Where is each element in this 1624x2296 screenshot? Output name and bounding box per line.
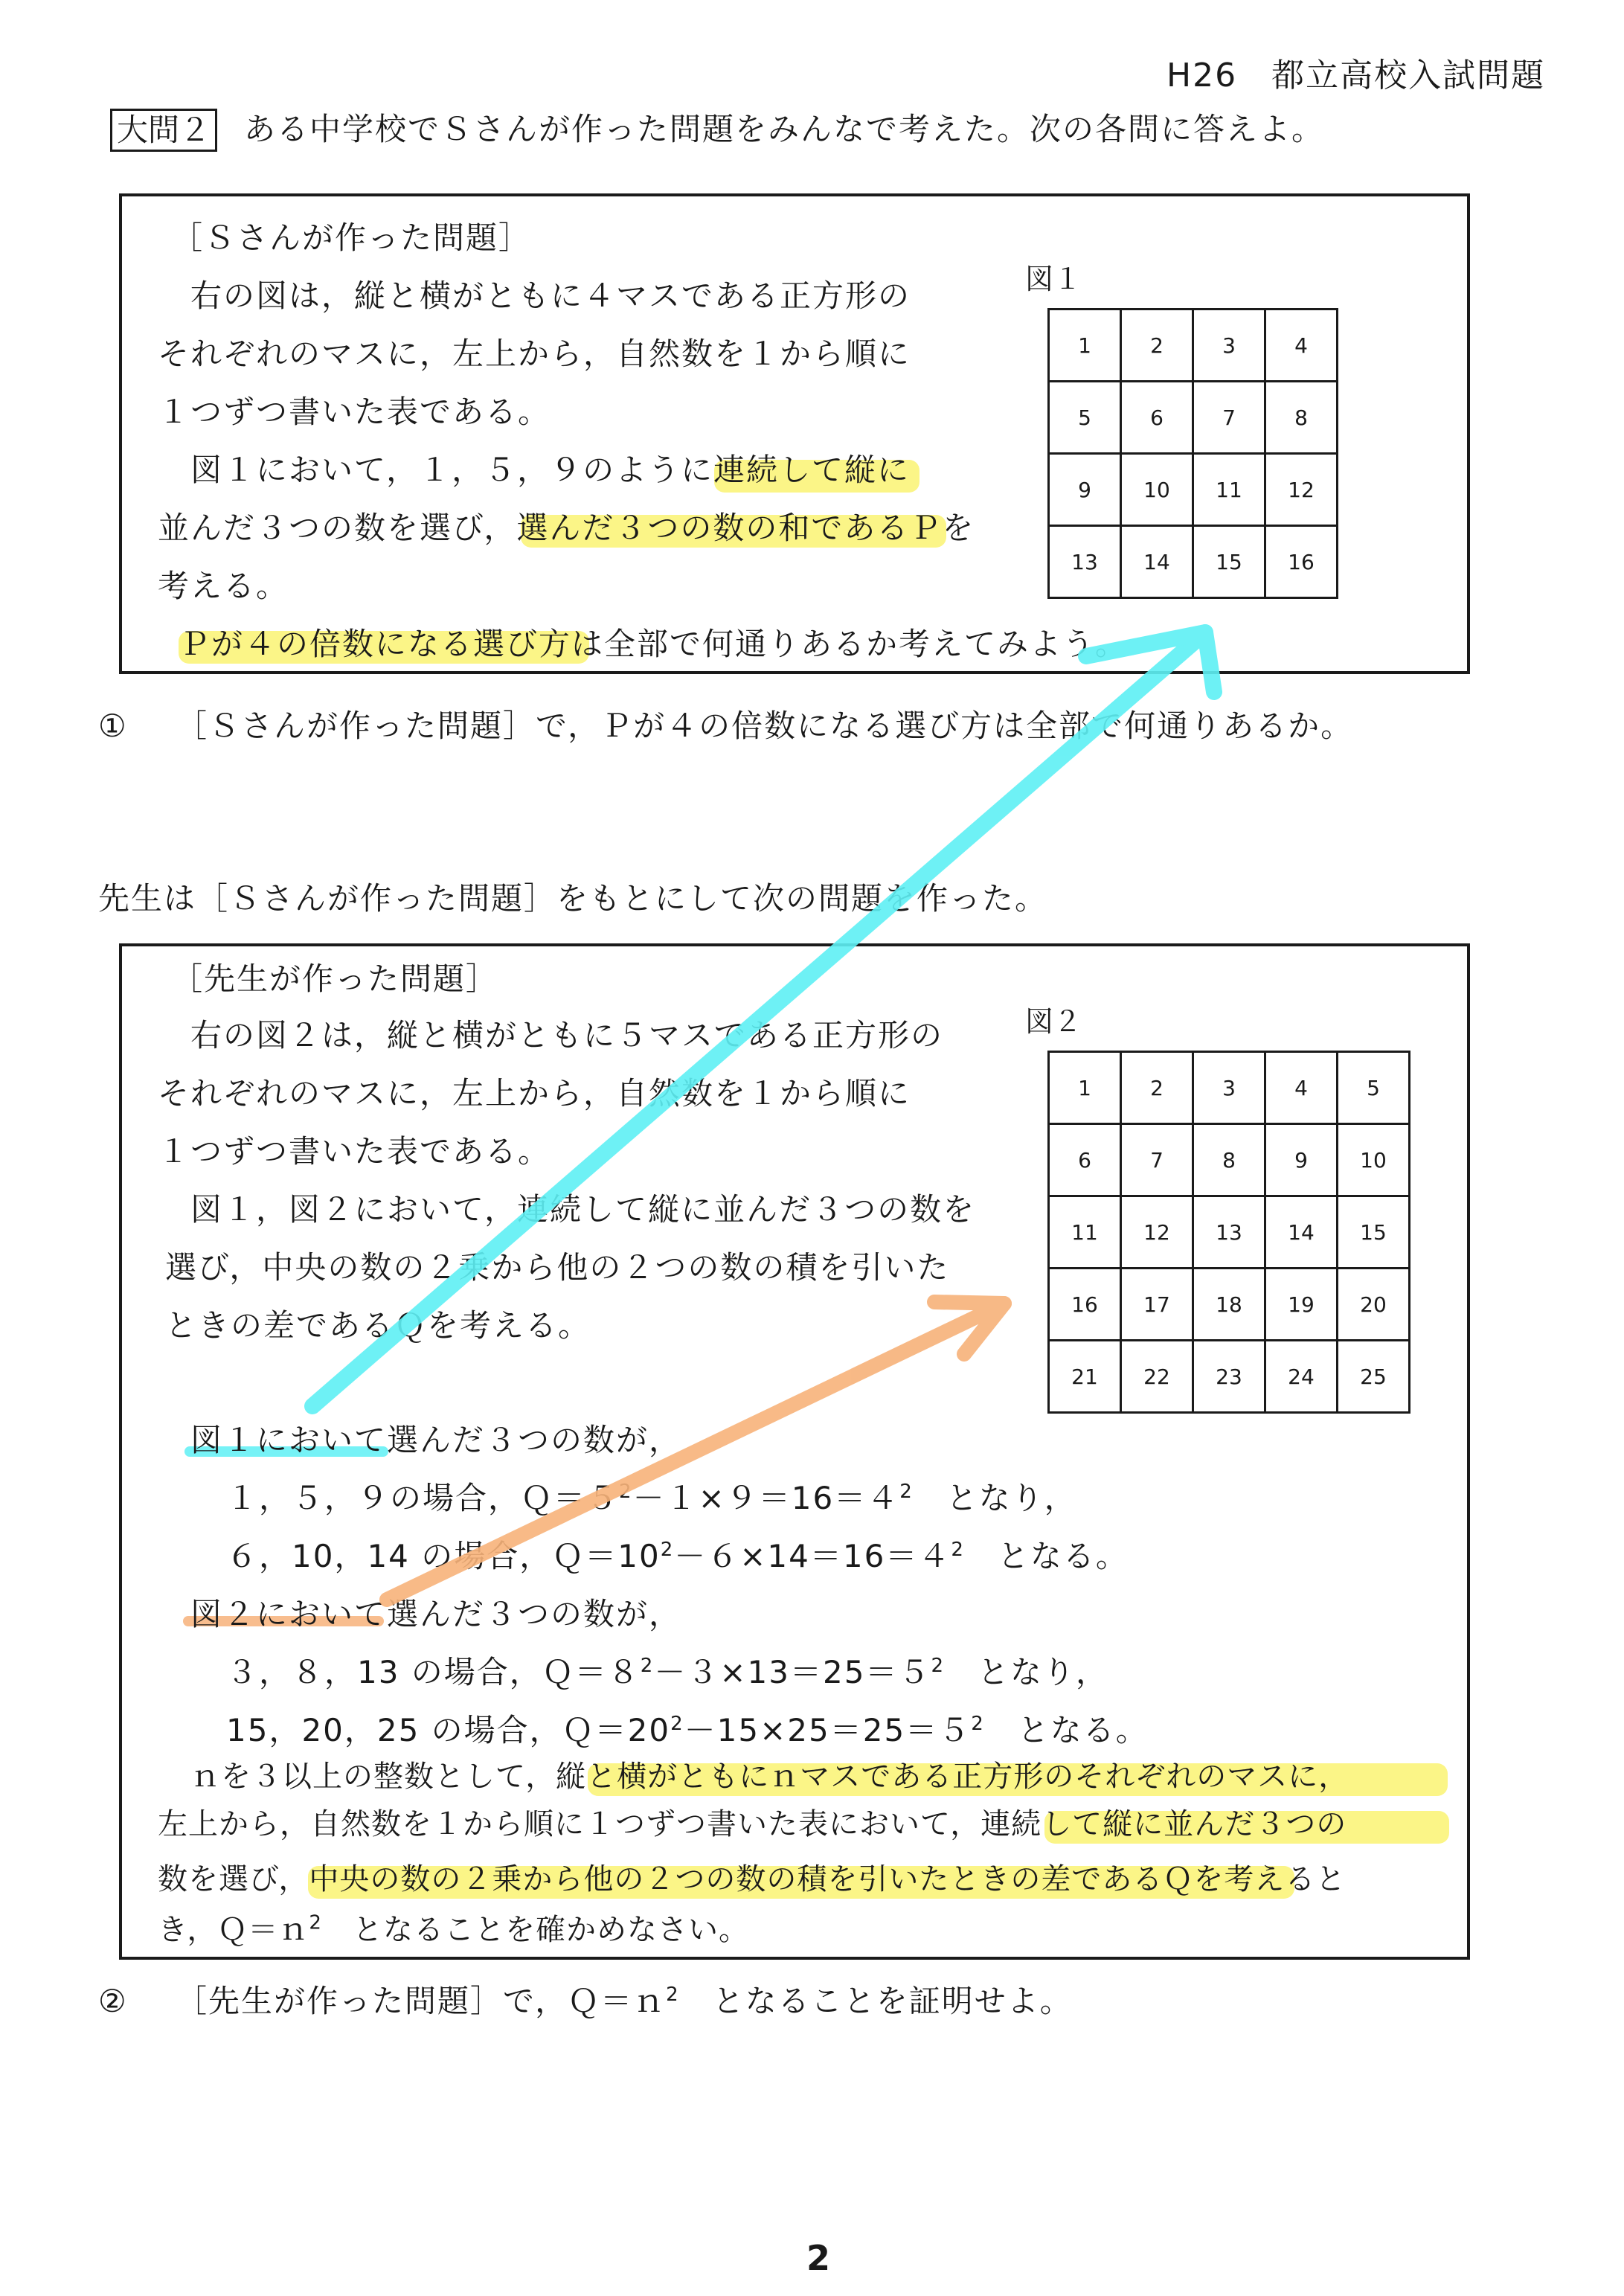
example-2: ６，10，14 の場合，$Q=10^2-6\times 14=16=4^2$ となる。 bbox=[226, 1538, 1129, 1574]
figure1-cell: 12 bbox=[1265, 454, 1338, 526]
box2-line-last: き，Ｑ＝ｎ$^2$ となることを確かめなさい。 bbox=[158, 1911, 749, 1947]
example-1: １，５，９の場合，$Q=5^2-1\times 9=16=4^2$ となり， bbox=[226, 1480, 1077, 1516]
box2-line: 数を選び，中央の数の２乗から他の２つの数の積を引いたときの差であるＱを考えると bbox=[158, 1862, 1347, 1896]
page-number: 2 bbox=[806, 2238, 831, 2278]
figure2-cell: 9 bbox=[1265, 1124, 1338, 1196]
figure2-cell: 22 bbox=[1121, 1341, 1193, 1413]
box2-title: ［先生が作った問題］ bbox=[171, 961, 499, 997]
figure1-row bbox=[1049, 526, 1338, 598]
figure1-cell: 1 bbox=[1049, 310, 1121, 382]
box2-line: 左上から，自然数を１から順に１つずつ書いた表において，連続して縦に並んだ３つの bbox=[158, 1807, 1347, 1841]
figure2-cell: 17 bbox=[1121, 1269, 1193, 1341]
figure1-grid bbox=[1047, 308, 1338, 599]
box1-line: それぞれのマスに，左上から，自然数を１から順に bbox=[158, 336, 911, 372]
q1-text: ［Ｓさんが作った問題］で，Ｐが４の倍数になる選び方は全部で何通りあるか。 bbox=[176, 708, 1354, 744]
figure1-cell: 7 bbox=[1193, 382, 1265, 454]
figure2-cell: 1 bbox=[1049, 1052, 1121, 1124]
example-4: 15，20，25 の場合，$Q=20^2-15\times 25=25=5^2$ となる。 bbox=[226, 1712, 1149, 1748]
figure2-cell: 19 bbox=[1265, 1269, 1338, 1341]
figure2-cell: 14 bbox=[1265, 1196, 1338, 1269]
figure2-cell: 3 bbox=[1193, 1052, 1265, 1124]
q1-number: ① bbox=[98, 708, 128, 744]
figure1-row bbox=[1049, 310, 1338, 382]
figure1-cell: 3 bbox=[1193, 310, 1265, 382]
box2-line: 図２において選んだ３つの数が， bbox=[190, 1596, 682, 1632]
figure2-cell: 25 bbox=[1338, 1341, 1410, 1413]
figure2-cell: 10 bbox=[1338, 1124, 1410, 1196]
box1-line: Ｐが４の倍数になる選び方は全部で何通りあるか考えてみよう。 bbox=[179, 626, 1129, 662]
q2-text: ［先生が作った問題］で，Ｑ＝ｎ$^2$ となることを証明せよ。 bbox=[176, 1983, 1073, 2019]
figure2-cell: 5 bbox=[1338, 1052, 1410, 1124]
teacher-intro: 先生は［Ｓさんが作った問題］をもとにして次の問題を作った。 bbox=[98, 880, 1048, 917]
figure2-row bbox=[1049, 1341, 1410, 1413]
figure1-cell: 10 bbox=[1121, 454, 1193, 526]
box1-line: 図１において，１，５，９のように連続して縦に bbox=[190, 452, 911, 488]
box2-line: 選び，中央の数の２乗から他の２つの数の積を引いた bbox=[165, 1249, 950, 1286]
figure2-cell: 16 bbox=[1049, 1269, 1121, 1341]
figure2-cell: 18 bbox=[1193, 1269, 1265, 1341]
box1-line: 右の図は，縦と横がともに４マスである正方形の bbox=[190, 278, 911, 314]
figure2-row bbox=[1049, 1269, 1410, 1341]
figure1-cell: 6 bbox=[1121, 382, 1193, 454]
figure2-cell: 4 bbox=[1265, 1052, 1338, 1124]
figure2-cell: 20 bbox=[1338, 1269, 1410, 1341]
figure2-cell: 2 bbox=[1121, 1052, 1193, 1124]
figure2-cell: 13 bbox=[1193, 1196, 1265, 1269]
question-tag: 大問２ bbox=[110, 109, 217, 152]
box1-title: ［Ｓさんが作った問題］ bbox=[171, 219, 532, 256]
figure2-row bbox=[1049, 1124, 1410, 1196]
figure2-cell: 23 bbox=[1193, 1341, 1265, 1413]
example-3: ３，８，13 の場合，$Q=8^2-3\times 13=25=5^2$ となり， bbox=[226, 1654, 1109, 1690]
box1-line: １つずつ書いた表である。 bbox=[158, 394, 551, 430]
box1-line: 考える。 bbox=[158, 568, 289, 604]
exam-label: H26 都立高校入試問題 bbox=[1166, 57, 1546, 94]
figure2-grid bbox=[1047, 1051, 1410, 1414]
figure1-cell: 11 bbox=[1193, 454, 1265, 526]
box2-line: １つずつ書いた表である。 bbox=[158, 1133, 551, 1170]
figure1-cell: 8 bbox=[1265, 382, 1338, 454]
q2-number: ② bbox=[98, 1983, 128, 2019]
box2-line: 右の図２は，縦と横がともに５マスである正方形の bbox=[190, 1017, 944, 1054]
box2-line: それぞれのマスに，左上から，自然数を１から順に bbox=[158, 1075, 911, 1112]
figure2-cell: 12 bbox=[1121, 1196, 1193, 1269]
figure1-label: 図１ bbox=[1025, 263, 1082, 295]
figure1-row bbox=[1049, 382, 1338, 454]
intro-text: ある中学校でＳさんが作った問題をみんなで考えた。次の各問に答えよ。 bbox=[244, 111, 1325, 147]
figure1-cell: 2 bbox=[1121, 310, 1193, 382]
figure2-cell: 6 bbox=[1049, 1124, 1121, 1196]
figure2-label: 図２ bbox=[1025, 1005, 1082, 1038]
figure2-cell: 7 bbox=[1121, 1124, 1193, 1196]
figure2-cell: 15 bbox=[1338, 1196, 1410, 1269]
figure2-row bbox=[1049, 1052, 1410, 1124]
figure1-cell: 13 bbox=[1049, 526, 1121, 598]
figure2-cell: 11 bbox=[1049, 1196, 1121, 1269]
figure2-row bbox=[1049, 1196, 1410, 1269]
box2-line: 図１において選んだ３つの数が， bbox=[190, 1422, 682, 1458]
box1-line: 並んだ３つの数を選び，選んだ３つの数の和であるＰを bbox=[158, 510, 975, 546]
figure1-cell: 9 bbox=[1049, 454, 1121, 526]
box2-line: ｎを３以上の整数として，縦と横がともにｎマスである正方形のそれぞれのマスに， bbox=[190, 1760, 1349, 1794]
box2-line: ときの差であるＱを考える。 bbox=[165, 1307, 591, 1344]
figure2-cell: 24 bbox=[1265, 1341, 1338, 1413]
figure1-cell: 15 bbox=[1193, 526, 1265, 598]
figure2-cell: 8 bbox=[1193, 1124, 1265, 1196]
figure2-cell: 21 bbox=[1049, 1341, 1121, 1413]
figure1-cell: 14 bbox=[1121, 526, 1193, 598]
box2-line: 図１，図２において，連続して縦に並んだ３つの数を bbox=[190, 1191, 976, 1228]
figure1-cell: 4 bbox=[1265, 310, 1338, 382]
figure1-row bbox=[1049, 454, 1338, 526]
figure1-cell: 16 bbox=[1265, 526, 1338, 598]
figure1-cell: 5 bbox=[1049, 382, 1121, 454]
